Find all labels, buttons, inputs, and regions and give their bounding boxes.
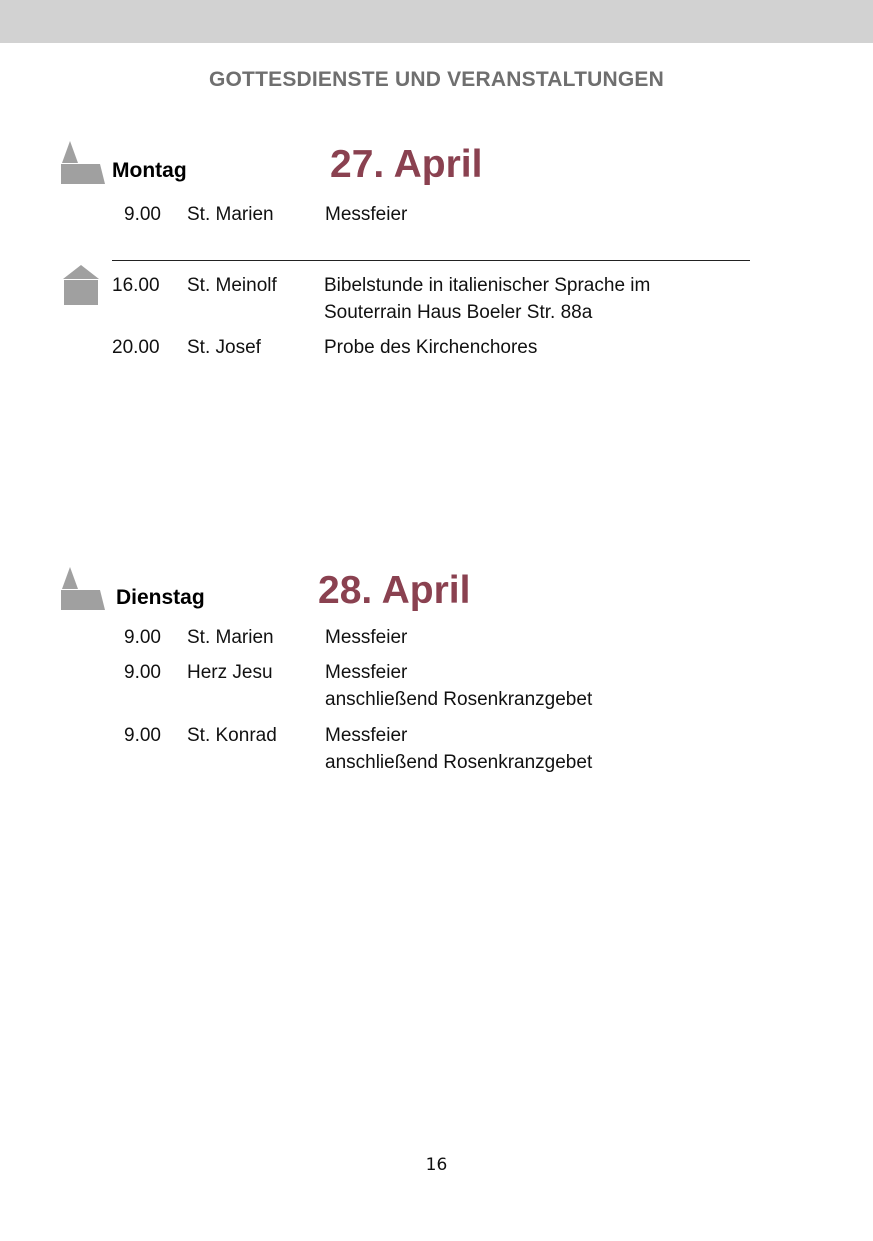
entry-description: anschließend Rosenkranzgebet xyxy=(325,689,593,710)
entry-description: Messfeier xyxy=(325,627,408,648)
entry-time: 20.00 xyxy=(112,337,160,358)
entry-description: anschließend Rosenkranzgebet xyxy=(325,752,593,773)
date-heading: 27. April xyxy=(330,143,483,186)
entry-description: Messfeier xyxy=(325,662,408,683)
entry-time: 9.00 xyxy=(124,627,161,648)
entry-place: St. Josef xyxy=(187,337,261,358)
entry-place: St. Konrad xyxy=(187,725,277,746)
church-icon xyxy=(60,141,106,185)
weekday-label: Dienstag xyxy=(116,586,205,609)
parish-house-icon xyxy=(62,264,100,306)
entry-description: Probe des Kirchenchores xyxy=(324,337,538,358)
church-icon xyxy=(60,567,106,611)
entry-time: 9.00 xyxy=(124,662,161,683)
date-heading: 28. April xyxy=(318,569,471,612)
entry-place: Herz Jesu xyxy=(187,662,273,683)
entry-description: Bibelstunde in italienischer Sprache im xyxy=(324,275,651,296)
page-number: 16 xyxy=(425,1155,448,1175)
entry-time: 9.00 xyxy=(124,725,161,746)
entry-time: 9.00 xyxy=(124,204,161,225)
entry-place: St. Marien xyxy=(187,627,274,648)
entry-description: Souterrain Haus Boeler Str. 88a xyxy=(324,302,593,323)
section-divider xyxy=(112,260,750,261)
entry-place: St. Marien xyxy=(187,204,274,225)
entry-time: 16.00 xyxy=(112,275,160,296)
top-bar xyxy=(0,0,873,43)
entry-place: St. Meinolf xyxy=(187,275,277,296)
page-header: GOTTESDIENSTE UND VERANSTALTUNGEN xyxy=(208,68,664,91)
weekday-label: Montag xyxy=(112,159,187,182)
entry-description: Messfeier xyxy=(325,725,408,746)
entry-description: Messfeier xyxy=(325,204,408,225)
